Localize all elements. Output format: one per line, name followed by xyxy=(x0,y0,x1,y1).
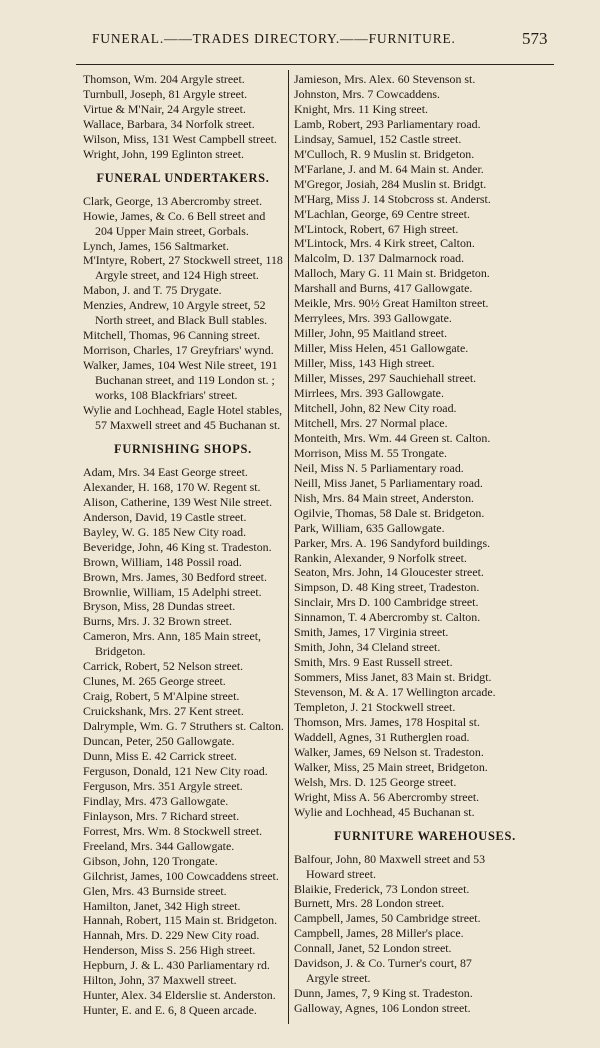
entry-line: Cameron, Mrs. Ann, 185 Main street, xyxy=(83,629,262,644)
entry-continuation: 57 Maxwell street and 45 Buchanan st. xyxy=(95,417,281,432)
entry-continuation: Buchanan street, and 119 London st. ; xyxy=(95,373,275,388)
entry-line: Neil, Miss N. 5 Parliamentary road. xyxy=(294,460,464,475)
right-column xyxy=(294,72,556,1016)
directory-entry xyxy=(294,491,556,506)
directory-entry xyxy=(294,610,556,625)
entry-line: Virtue & M'Nair, 24 Argyle street. xyxy=(83,101,246,116)
entry-line: Miller, John, 95 Maitland street. xyxy=(294,326,448,341)
directory-entry xyxy=(83,689,283,704)
entry-line: Bayley, W. G. 185 New City road. xyxy=(83,524,247,539)
entry-line: Welsh, Mrs. D. 125 George street. xyxy=(294,774,457,789)
directory-entry xyxy=(83,298,283,328)
directory-entry xyxy=(294,700,556,715)
running-head xyxy=(0,31,600,51)
entry-line: Mabon, J. and T. 75 Drygate. xyxy=(83,283,222,298)
entry-line: Walker, Miss, 25 Main street, Bridgeton. xyxy=(294,759,488,774)
entry-continuation: Bridgeton. xyxy=(95,644,146,659)
entry-line: Miller, Miss, 143 High street. xyxy=(294,356,435,371)
directory-entry xyxy=(294,565,556,580)
entry-line: Waddell, Agnes, 31 Rutherglen road. xyxy=(294,729,470,744)
entry-line: Clunes, M. 265 George street. xyxy=(83,674,226,689)
section-heading: FUNERAL UNDERTAKERS. xyxy=(96,170,270,185)
directory-entry xyxy=(294,251,556,266)
directory-entry xyxy=(83,674,283,689)
directory-entry xyxy=(294,595,556,610)
entry-line: Blaikie, Frederick, 73 London street. xyxy=(294,881,470,896)
section-heading: FURNITURE WAREHOUSES. xyxy=(334,828,516,843)
directory-entry xyxy=(294,356,556,371)
entry-line: Wright, Miss A. 56 Abercromby street. xyxy=(294,789,480,804)
directory-entry xyxy=(294,685,556,700)
entry-line: Templeton, J. 21 Stockwell street. xyxy=(294,700,456,715)
entry-line: Nish, Mrs. 84 Main street, Anderston. xyxy=(294,490,474,505)
entry-line: Burnett, Mrs. 28 London street. xyxy=(294,896,445,911)
directory-entry xyxy=(294,986,556,1001)
directory-entry xyxy=(294,911,556,926)
directory-entry xyxy=(83,403,283,433)
entry-line: Wylie and Lochhead, Eagle Hotel stables, xyxy=(83,403,283,418)
entry-line: Glen, Mrs. 43 Burnside street. xyxy=(83,883,227,898)
entry-line: Thomson, Wm. 204 Argyle street. xyxy=(83,72,245,86)
directory-entry xyxy=(83,599,283,614)
directory-entry xyxy=(83,585,283,600)
entry-line: Dalrymple, Wm. G. 7 Struthers st. Calton. xyxy=(83,719,284,734)
directory-entry xyxy=(294,236,556,251)
directory-entry xyxy=(294,401,556,416)
entry-line: Mitchell, Mrs. 27 Normal place. xyxy=(294,415,448,430)
entry-line: M'Farlane, J. and M. 64 Main st. Ander. xyxy=(294,161,484,176)
entry-line: Lynch, James, 156 Saltmarket. xyxy=(83,238,229,253)
directory-entry xyxy=(294,506,556,521)
directory-entry xyxy=(294,416,556,431)
entry-line: Seaton, Mrs. John, 14 Gloucester street. xyxy=(294,565,484,580)
directory-entry xyxy=(294,640,556,655)
directory-entry xyxy=(83,343,283,358)
directory-entry xyxy=(294,775,556,790)
entry-line: Ferguson, Donald, 121 New City road. xyxy=(83,763,268,778)
directory-entry xyxy=(83,704,283,719)
entry-line: Knight, Mrs. 11 King street. xyxy=(294,101,428,116)
entry-line: Alexander, H. 168, 170 W. Regent st. xyxy=(83,479,261,494)
entry-line: Ogilvie, Thomas, 58 Dale st. Bridgeton. xyxy=(294,505,485,520)
entry-line: Craig, Robert, 5 M'Alpine street. xyxy=(83,689,240,704)
entry-line: M'Lintock, Robert, 67 High street. xyxy=(294,221,459,236)
directory-entry xyxy=(294,87,556,102)
entry-line: Neill, Miss Janet, 5 Parliamentary road. xyxy=(294,475,483,490)
entry-line: Mitchell, Thomas, 96 Canning street. xyxy=(83,328,261,343)
entry-line: Jamieson, Mrs. Alex. 60 Stevenson st. xyxy=(294,72,476,86)
entry-line: Hannah, Mrs. D. 229 New City road. xyxy=(83,928,260,943)
entry-line: Walker, James, 104 West Nile street, 191 xyxy=(83,358,278,373)
entry-continuation: 204 Upper Main street, Gorbals. xyxy=(95,223,249,238)
entry-continuation: North street, and Black Bull stables. xyxy=(95,313,268,328)
directory-entry xyxy=(294,147,556,162)
directory-entry xyxy=(83,540,283,555)
entry-line: Dunn, Miss E. 42 Carrick street. xyxy=(83,748,237,763)
directory-entry xyxy=(83,570,283,585)
entry-line: Hilton, John, 37 Maxwell street. xyxy=(83,973,237,988)
directory-entry xyxy=(294,222,556,237)
entry-line: Dunn, James, 7, 9 King st. Tradeston. xyxy=(294,986,473,1001)
entry-line: Sinnamon, T. 4 Abercromby st. Calton. xyxy=(294,610,481,625)
directory-entry xyxy=(294,941,556,956)
entry-line: Freeland, Mrs. 344 Gallowgate. xyxy=(83,838,235,853)
directory-entry xyxy=(83,328,283,343)
directory-entry xyxy=(294,296,556,311)
directory-entry xyxy=(83,117,283,132)
directory-entry xyxy=(294,192,556,207)
entry-continuation: Argyle street. xyxy=(306,971,371,986)
directory-entry xyxy=(294,326,556,341)
directory-entry xyxy=(294,956,556,986)
directory-entry xyxy=(294,805,556,820)
entry-line: Meikle, Mrs. 90½ Great Hamilton street. xyxy=(294,296,489,311)
entry-line: Alison, Catherine, 139 West Nile street. xyxy=(83,494,273,509)
entry-line: Anderson, David, 19 Castle street. xyxy=(83,509,247,524)
entry-line: Smith, James, 17 Virginia street. xyxy=(294,625,449,640)
directory-entry xyxy=(83,764,283,779)
directory-entry xyxy=(294,281,556,296)
directory-entry xyxy=(83,72,283,87)
directory-entry xyxy=(83,480,283,495)
entry-line: Mirrlees, Mrs. 393 Gallowgate. xyxy=(294,386,444,401)
entry-line: M'Harg, Miss J. 14 Stobcross st. Anderst. xyxy=(294,191,491,206)
entry-continuation: Argyle street, and 124 High street. xyxy=(95,268,259,283)
directory-entry xyxy=(83,283,283,298)
directory-entry xyxy=(294,521,556,536)
page-number: 573 xyxy=(522,29,548,48)
entry-line: Beveridge, John, 46 King st. Tradeston. xyxy=(83,539,272,554)
entry-line: Hepburn, J. & L. 430 Parliamentary rd. xyxy=(83,958,270,973)
entry-line: Campbell, James, 28 Miller's place. xyxy=(294,926,464,941)
directory-entry xyxy=(83,194,283,209)
entry-line: M'Lintock, Mrs. 4 Kirk street, Calton. xyxy=(294,236,475,251)
directory-entry xyxy=(83,973,283,988)
directory-entry xyxy=(294,715,556,730)
directory-entry xyxy=(294,1001,556,1016)
directory-entry xyxy=(83,958,283,973)
header-rule xyxy=(76,64,554,65)
entry-line: Smith, Mrs. 9 East Russell street. xyxy=(294,655,453,670)
directory-entry xyxy=(83,854,283,869)
entry-line: Henderson, Miss S. 256 High street. xyxy=(83,943,256,958)
entry-line: Sommers, Miss Janet, 83 Main st. Bridgt. xyxy=(294,670,492,685)
entry-line: Park, William, 635 Gallowgate. xyxy=(294,520,445,535)
entry-line: Hannah, Robert, 115 Main st. Bridgeton. xyxy=(83,913,278,928)
directory-entry xyxy=(294,852,556,882)
directory-entry xyxy=(83,659,283,674)
directory-entry xyxy=(83,884,283,899)
directory-entry xyxy=(294,386,556,401)
entry-line: Miller, Misses, 297 Sauchiehall street. xyxy=(294,371,477,386)
directory-entry xyxy=(83,869,283,884)
entry-line: Bryson, Miss, 28 Dundas street. xyxy=(83,599,236,614)
directory-entry xyxy=(294,926,556,941)
directory-entry xyxy=(294,536,556,551)
entry-line: Duncan, Peter, 250 Gallowgate. xyxy=(83,734,235,749)
entry-line: Davidson, J. & Co. Turner's court, 87 xyxy=(294,956,472,971)
directory-entry xyxy=(83,465,283,480)
entry-line: Malloch, Mary G. 11 Main st. Bridgeton. xyxy=(294,266,490,281)
directory-entry xyxy=(83,1003,283,1018)
entry-line: Hunter, Alex. 34 Elderslie st. Anderston. xyxy=(83,988,276,1003)
directory-entry xyxy=(294,177,556,192)
entry-line: Menzies, Andrew, 10 Argyle street, 52 xyxy=(83,298,266,313)
entry-line: Rankin, Alexander, 9 Norfolk street. xyxy=(294,550,467,565)
directory-entry xyxy=(294,790,556,805)
directory-entry xyxy=(83,495,283,510)
directory-entry xyxy=(83,899,283,914)
directory-entry xyxy=(83,809,283,824)
directory-entry xyxy=(83,253,283,283)
entry-line: Wylie and Lochhead, 45 Buchanan st. xyxy=(294,804,475,819)
entry-line: Morrison, Charles, 17 Greyfriars' wynd. xyxy=(83,343,274,358)
entry-line: Marshall and Burns, 417 Gallowgate. xyxy=(294,281,473,296)
directory-entry xyxy=(294,162,556,177)
left-column xyxy=(83,72,283,1018)
directory-entry xyxy=(83,794,283,809)
directory-entry xyxy=(83,147,283,162)
entry-line: Brown, Mrs. James, 30 Bedford street. xyxy=(83,569,267,584)
directory-entry xyxy=(294,102,556,117)
directory-entry xyxy=(294,72,556,87)
entry-line: Wilson, Miss, 131 West Campbell street. xyxy=(83,131,277,146)
entry-line: Hamilton, Janet, 342 High street. xyxy=(83,898,241,913)
entry-line: Lamb, Robert, 293 Parliamentary road. xyxy=(294,116,481,131)
directory-entry xyxy=(83,525,283,540)
entry-line: Finlayson, Mrs. 7 Richard street. xyxy=(83,808,240,823)
directory-entry xyxy=(83,839,283,854)
entry-line: M'Lachlan, George, 69 Centre street. xyxy=(294,206,470,221)
entry-line: Adam, Mrs. 34 East George street. xyxy=(83,464,248,479)
entry-line: Clark, George, 13 Abercromby street. xyxy=(83,193,263,208)
entry-line: Carrick, Robert, 52 Nelson street. xyxy=(83,659,244,674)
section-heading: FURNISHING SHOPS. xyxy=(114,441,252,456)
directory-entry xyxy=(83,87,283,102)
directory-entry xyxy=(294,371,556,386)
entry-line: Lindsay, Samuel, 152 Castle street. xyxy=(294,131,462,146)
entry-line: Campbell, James, 50 Cambridge street. xyxy=(294,911,481,926)
directory-entry xyxy=(294,670,556,685)
directory-entry xyxy=(294,431,556,446)
directory-entry xyxy=(83,102,283,117)
entry-line: Monteith, Mrs. Wm. 44 Green st. Calton. xyxy=(294,430,491,445)
directory-entry xyxy=(83,988,283,1003)
directory-entry xyxy=(294,625,556,640)
directory-entry xyxy=(83,734,283,749)
entry-line: Smith, John, 34 Cleland street. xyxy=(294,640,441,655)
entry-continuation: works, 108 Blackfriars' street. xyxy=(95,388,238,403)
directory-entry xyxy=(294,311,556,326)
directory-entry xyxy=(294,341,556,356)
directory-entry xyxy=(294,551,556,566)
entry-line: Simpson, D. 48 King street, Tradeston. xyxy=(294,580,480,595)
directory-entry xyxy=(294,745,556,760)
page-title: FUNERAL.——TRADES DIRECTORY.——FURNITURE. xyxy=(92,31,456,46)
column-divider xyxy=(288,70,289,1024)
entry-line: Balfour, John, 80 Maxwell street and 53 xyxy=(294,851,486,866)
entry-line: Johnston, Mrs. 7 Cowcaddens. xyxy=(294,86,440,101)
directory-entry xyxy=(83,749,283,764)
directory-entry xyxy=(294,896,556,911)
entry-line: Stevenson, M. & A. 17 Wellington arcade. xyxy=(294,685,496,700)
entry-line: Parker, Mrs. A. 196 Sandyford buildings. xyxy=(294,535,491,550)
entry-line: Connall, Janet, 52 London street. xyxy=(294,941,452,956)
entry-line: Morrison, Miss M. 55 Trongate. xyxy=(294,445,447,460)
entry-line: Wallace, Barbara, 34 Norfolk street. xyxy=(83,116,255,131)
entry-line: Wright, John, 199 Eglinton street. xyxy=(83,146,245,161)
directory-entry xyxy=(83,928,283,943)
entry-continuation: Howard street. xyxy=(306,866,376,881)
directory-entry xyxy=(83,239,283,254)
directory-entry xyxy=(294,882,556,897)
directory-entry xyxy=(83,614,283,629)
directory-entry xyxy=(294,655,556,670)
entry-line: M'Culloch, R. 9 Muslin st. Bridgeton. xyxy=(294,146,475,161)
directory-entry xyxy=(294,207,556,222)
directory-entry xyxy=(294,266,556,281)
entry-line: M'Intyre, Robert, 27 Stockwell street, 118 xyxy=(83,253,283,268)
entry-line: Malcolm, D. 137 Dalmarnock road. xyxy=(294,251,465,266)
directory-entry xyxy=(83,719,283,734)
directory-entry xyxy=(83,913,283,928)
entry-line: Merrylees, Mrs. 393 Gallowgate. xyxy=(294,311,452,326)
entry-line: M'Gregor, Josiah, 284 Muslin st. Bridgt. xyxy=(294,176,487,191)
directory-entry xyxy=(294,446,556,461)
entry-line: Mitchell, John, 82 New City road. xyxy=(294,400,457,415)
directory-entry xyxy=(83,132,283,147)
entry-line: Thomson, Mrs. James, 178 Hospital st. xyxy=(294,714,480,729)
entry-line: Gibson, John, 120 Trongate. xyxy=(83,853,218,868)
entry-line: Miller, Miss Helen, 451 Gallowgate. xyxy=(294,341,469,356)
directory-entry xyxy=(83,510,283,525)
entry-line: Galloway, Agnes, 106 London street. xyxy=(294,1001,471,1016)
entry-line: Cruickshank, Mrs. 27 Kent street. xyxy=(83,704,244,719)
directory-entry xyxy=(83,358,283,403)
directory-entry xyxy=(83,555,283,570)
entry-line: Findlay, Mrs. 473 Gallowgate. xyxy=(83,793,229,808)
entry-line: Turnbull, Joseph, 81 Argyle street. xyxy=(83,86,248,101)
directory-entry xyxy=(83,779,283,794)
entry-line: Forrest, Mrs. Wm. 8 Stockwell street. xyxy=(83,823,263,838)
entry-line: Burns, Mrs. J. 32 Brown street. xyxy=(83,614,232,629)
entry-line: Brown, William, 148 Possil road. xyxy=(83,554,242,569)
entry-line: Ferguson, Mrs. 351 Argyle street. xyxy=(83,778,243,793)
entry-line: Sinclair, Mrs D. 100 Cambridge street. xyxy=(294,595,479,610)
directory-entry xyxy=(294,117,556,132)
entry-line: Brownlie, William, 15 Adelphi street. xyxy=(83,584,262,599)
directory-entry xyxy=(294,580,556,595)
directory-entry xyxy=(294,132,556,147)
directory-entry xyxy=(83,824,283,839)
directory-entry xyxy=(294,476,556,491)
directory-entry xyxy=(83,209,283,239)
directory-entry xyxy=(83,629,283,659)
entry-line: Walker, James, 69 Nelson st. Tradeston. xyxy=(294,744,484,759)
directory-entry xyxy=(294,461,556,476)
directory-entry xyxy=(83,943,283,958)
entry-line: Howie, James, & Co. 6 Bell street and xyxy=(83,208,266,223)
entry-line: Gilchrist, James, 100 Cowcaddens street. xyxy=(83,868,279,883)
directory-entry xyxy=(294,730,556,745)
entry-line: Hunter, E. and E. 6, 8 Queen arcade. xyxy=(83,1003,257,1018)
directory-entry xyxy=(294,760,556,775)
